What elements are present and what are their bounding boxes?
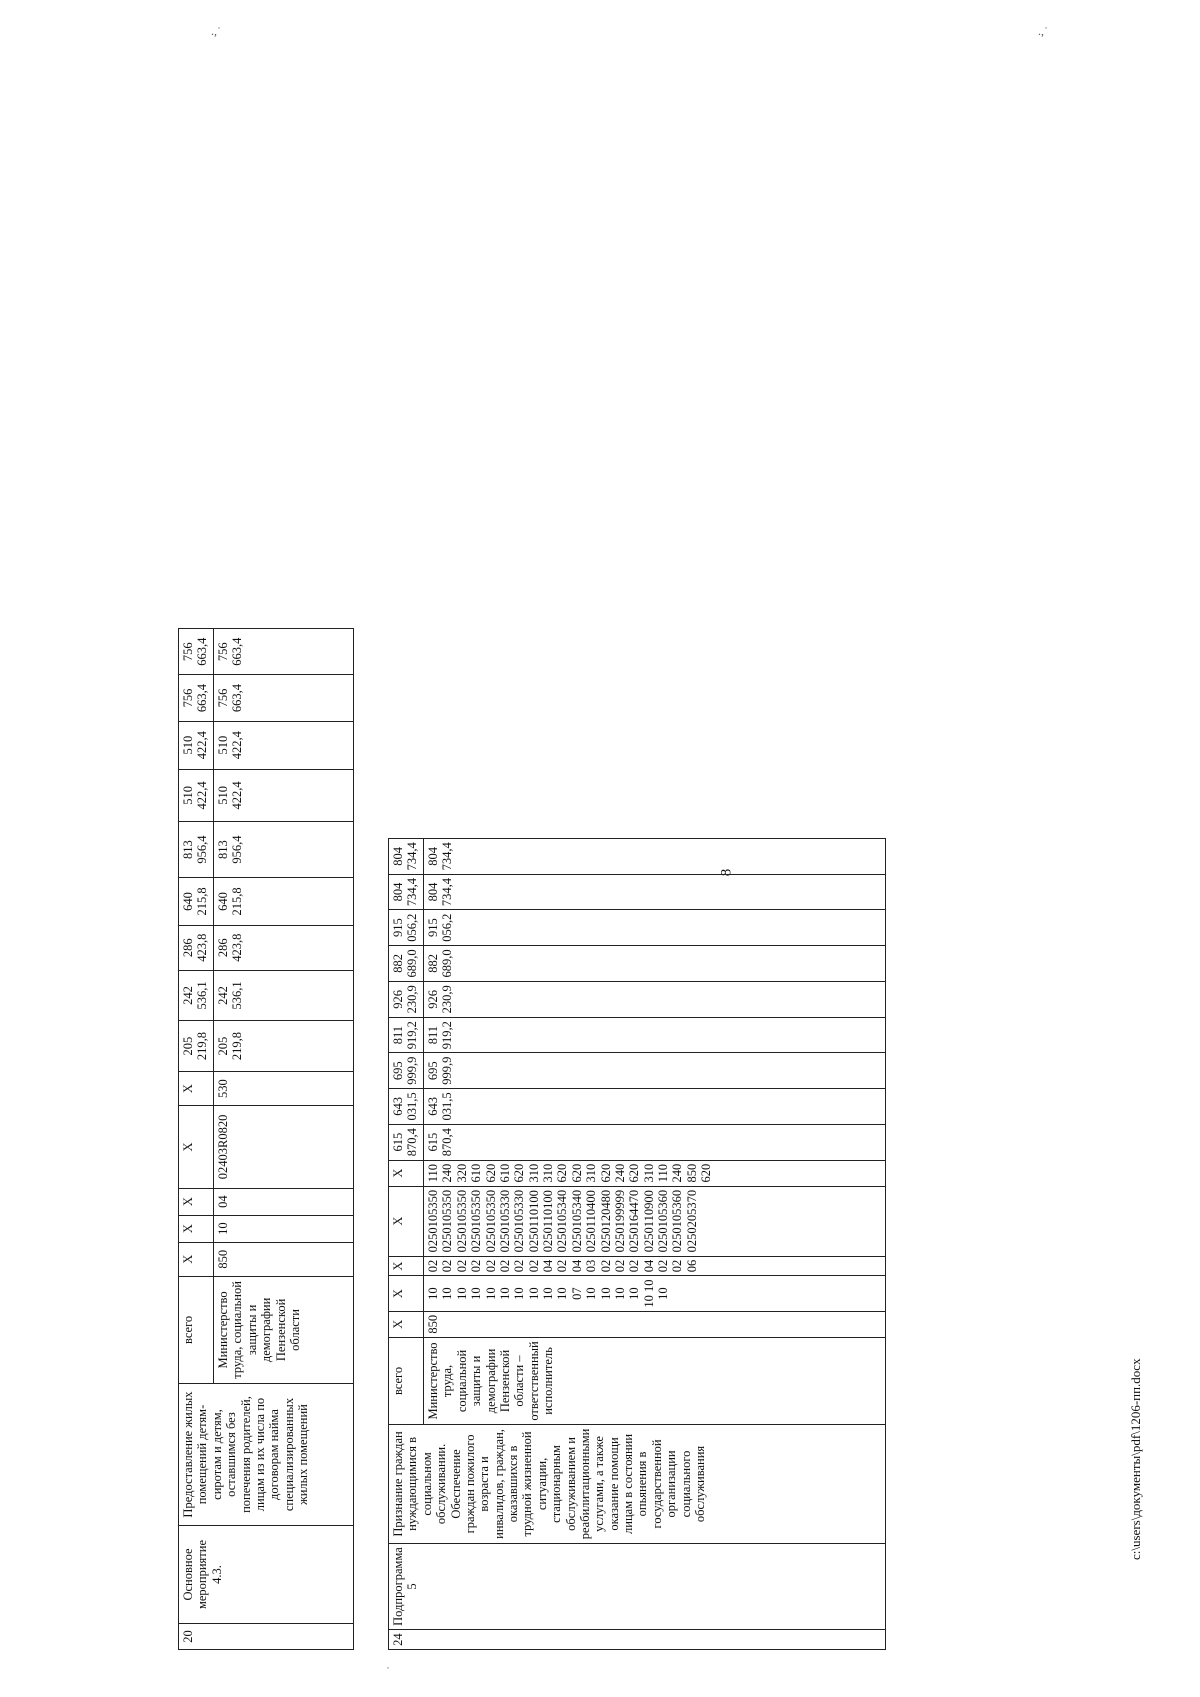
list-item: 06 (684, 1259, 699, 1273)
executor: Министерство труда, социальной защиты и демографии Пензенской области – ответственный исполнитель (424, 1337, 886, 1424)
total-label: всего (389, 1337, 424, 1424)
list-item: 620 (627, 1163, 642, 1183)
value-cell: 510 422,4 (214, 769, 354, 821)
total-cell: X (389, 1276, 424, 1311)
total-cell: 510 422,4 (179, 721, 214, 769)
value-cell: 915 056,2 (424, 910, 886, 946)
total-cell: X (389, 1186, 424, 1256)
list-item: 10 (584, 1287, 599, 1300)
list-item: 0250164470 (627, 1189, 642, 1253)
list-item: 10 (627, 1287, 642, 1300)
list-item: 110 (656, 1163, 670, 1183)
page-number: 8 (718, 868, 735, 877)
total-cell: 510 422,4 (179, 769, 214, 821)
list-item: 02 (598, 1259, 613, 1273)
list-item: 10 (497, 1287, 512, 1300)
value-cell: 640 215,8 (214, 878, 354, 926)
list-item: 0250105350 (426, 1189, 440, 1253)
value-cell: 242 536,1 (214, 970, 354, 1021)
list-item: 320 (454, 1163, 469, 1183)
total-cell: 804 734,4 (389, 839, 424, 875)
total-cell: 643 031,5 (389, 1089, 424, 1125)
value-cell: 811 919,2 (424, 1017, 886, 1053)
list-item: 610 (497, 1163, 512, 1183)
program-table-24 (388, 838, 886, 1650)
total-cell: 756 663,4 (179, 675, 214, 721)
program-description: Предоставление жилых помещений детям-сиротам и детям, оставшимся без попечения родителей, лицам из их числа по договорам найма специализированных жилых помещений (179, 1383, 354, 1525)
total-cell: X (179, 1215, 214, 1242)
list-item: 02 (555, 1259, 570, 1273)
code-csr: 02403R0820 (214, 1106, 354, 1188)
code-rz-list (424, 1276, 886, 1311)
list-item: 620 (699, 1163, 714, 1183)
list-item: 620 (569, 1163, 584, 1183)
value-cell: 813 956,4 (214, 822, 354, 878)
list-item: 0250110900 (641, 1190, 656, 1253)
list-item: 10 (426, 1287, 440, 1300)
list-item: 07 (569, 1287, 584, 1300)
total-cell: X (389, 1311, 424, 1337)
list-item: 04 (569, 1259, 584, 1273)
code-csr-list (424, 1186, 886, 1256)
total-cell: 242 536,1 (179, 970, 214, 1021)
list-item: 10 (440, 1287, 455, 1300)
total-cell: 286 423,8 (179, 925, 214, 970)
list-item: 02 (612, 1259, 627, 1273)
list-item: 0250105360 (656, 1189, 670, 1253)
list-item: 620 (598, 1163, 613, 1183)
row-number: 20 (179, 1623, 354, 1649)
program-description: Признание граждан нуждающимися в социальном обслуживании. Обеспечение граждан пожилого возраста и инвалидов, граждан, оказавшихся в трудной жизненной ситуации, стационарным обслуживанием и реабилитационными услугами, а также оказание помощи лицам в состоянии опьянения в государственной организации социального обслуживания (389, 1425, 886, 1544)
list-item: 310 (526, 1163, 541, 1183)
list-item: 10 (469, 1287, 484, 1300)
list-item: 02 (497, 1259, 512, 1273)
list-item: 02 (526, 1259, 541, 1273)
value-cell: 756 663,4 (214, 629, 354, 675)
list-item: 0250105340 (555, 1189, 570, 1253)
value-cell: 615 870,4 (424, 1124, 886, 1160)
value-cell: 804 734,4 (424, 874, 886, 910)
list-item: 10 (598, 1287, 613, 1300)
value-cell: 926 230,9 (424, 981, 886, 1017)
list-item: 10 (526, 1287, 541, 1300)
table-block-24 (388, 838, 886, 1650)
code-rz: 10 (214, 1215, 354, 1242)
code-grbs: 850 (214, 1242, 354, 1276)
value-cell: 205 219,8 (214, 1021, 354, 1072)
list-item: 10 (555, 1287, 570, 1300)
list-item: 10 (512, 1287, 527, 1300)
list-item: 240 (670, 1163, 685, 1183)
footer-file-path: c:\users\документы\pdf\1206-пп.docx (1128, 1358, 1143, 1560)
value-cell: 804 734,4 (424, 839, 886, 875)
list-item: 0250105330 (497, 1189, 512, 1253)
total-cell: 804 734,4 (389, 874, 424, 910)
list-item: 0250105330 (512, 1189, 527, 1253)
list-item: 240 (612, 1163, 627, 1183)
list-item: 0250105360 (670, 1189, 685, 1253)
total-cell: 813 956,4 (179, 822, 214, 878)
list-item: 02 (426, 1259, 440, 1273)
list-item: 10 (612, 1287, 627, 1300)
list-item: 110 (426, 1163, 440, 1183)
list-item: 02 (483, 1259, 498, 1273)
value-cell: 756 663,4 (214, 675, 354, 721)
scan-mark: .,˙ (1038, 24, 1048, 38)
table-block-20 (178, 628, 354, 1650)
list-item: 610 (469, 1163, 484, 1183)
total-cell: X (389, 1160, 424, 1186)
list-item: 02 (469, 1259, 484, 1273)
list-item: 10 (454, 1287, 469, 1300)
code-vr: 530 (214, 1071, 354, 1105)
scan-mark: .,˙ (211, 24, 221, 38)
program-name: Основное мероприятие 4.3. (179, 1526, 354, 1624)
list-item: 0250105350 (483, 1189, 498, 1253)
total-cell: 811 919,2 (389, 1017, 424, 1053)
row-number: 24 (389, 1630, 886, 1650)
scan-mark: ˙ (386, 1664, 390, 1678)
total-cell: X (179, 1188, 214, 1215)
total-cell: X (179, 1106, 214, 1188)
total-cell: X (179, 1242, 214, 1276)
list-item: 04 (641, 1259, 656, 1273)
total-label: всего (179, 1276, 214, 1383)
list-item: 04 (541, 1259, 555, 1273)
total-cell: 640 215,8 (179, 878, 214, 926)
total-cell: 205 219,8 (179, 1021, 214, 1072)
code-vr-list (424, 1160, 886, 1186)
list-item: 10 (656, 1287, 670, 1300)
total-cell: 926 230,9 (389, 981, 424, 1017)
list-item: 310 (584, 1163, 599, 1183)
program-table-20 (178, 628, 354, 1650)
list-item: 620 (555, 1163, 570, 1183)
total-cell: 882 689,0 (389, 945, 424, 981)
list-item: 02 (440, 1259, 455, 1273)
list-item: 02 (454, 1259, 469, 1273)
list-item: 310 (541, 1163, 555, 1183)
list-item: 0250120480 (598, 1189, 613, 1253)
total-cell: 695 999,9 (389, 1053, 424, 1089)
program-name: Подпрограмма 5 (389, 1543, 886, 1629)
list-item: 0250110100 (541, 1190, 555, 1253)
value-cell: 286 423,8 (214, 925, 354, 970)
list-item: 0250105340 (569, 1189, 584, 1253)
list-item: 240 (440, 1163, 455, 1183)
list-item: 0250110400 (584, 1190, 599, 1253)
list-item: 0250105350 (440, 1189, 455, 1253)
code-pr: 04 (214, 1188, 354, 1215)
list-item: 02 (670, 1259, 685, 1273)
value-cell: 695 999,9 (424, 1053, 886, 1089)
list-item: 310 (641, 1163, 656, 1183)
value-cell: 510 422,4 (214, 721, 354, 769)
code-pr-list (424, 1256, 886, 1276)
total-cell: 915 056,2 (389, 910, 424, 946)
total-cell: 615 870,4 (389, 1124, 424, 1160)
total-cell: X (179, 1071, 214, 1105)
list-item: 02 (512, 1259, 527, 1273)
list-item: 0250105350 (454, 1189, 469, 1253)
list-item: 10 (541, 1287, 555, 1300)
list-item: 0250205370 (684, 1189, 699, 1253)
list-item: 02 (627, 1259, 642, 1273)
list-item: 03 (584, 1259, 599, 1273)
list-item: 850 (684, 1163, 699, 1183)
list-item: 10 (483, 1287, 498, 1300)
code-grbs: 850 (424, 1311, 886, 1337)
list-item: 620 (512, 1163, 527, 1183)
list-item: 10 10 (641, 1279, 656, 1308)
total-cell: X (389, 1256, 424, 1276)
list-item: 02 (656, 1259, 670, 1273)
list-item: 0250105350 (469, 1189, 484, 1253)
list-item: 0250199999 (612, 1189, 627, 1253)
total-cell: 756 663,4 (179, 629, 214, 675)
value-cell: 882 689,0 (424, 945, 886, 981)
value-cell: 643 031,5 (424, 1089, 886, 1125)
list-item: 620 (483, 1163, 498, 1183)
executor: Министерство труда, социальной защиты и демографии Пензенской области (214, 1276, 354, 1383)
list-item: 0250110100 (526, 1190, 541, 1253)
